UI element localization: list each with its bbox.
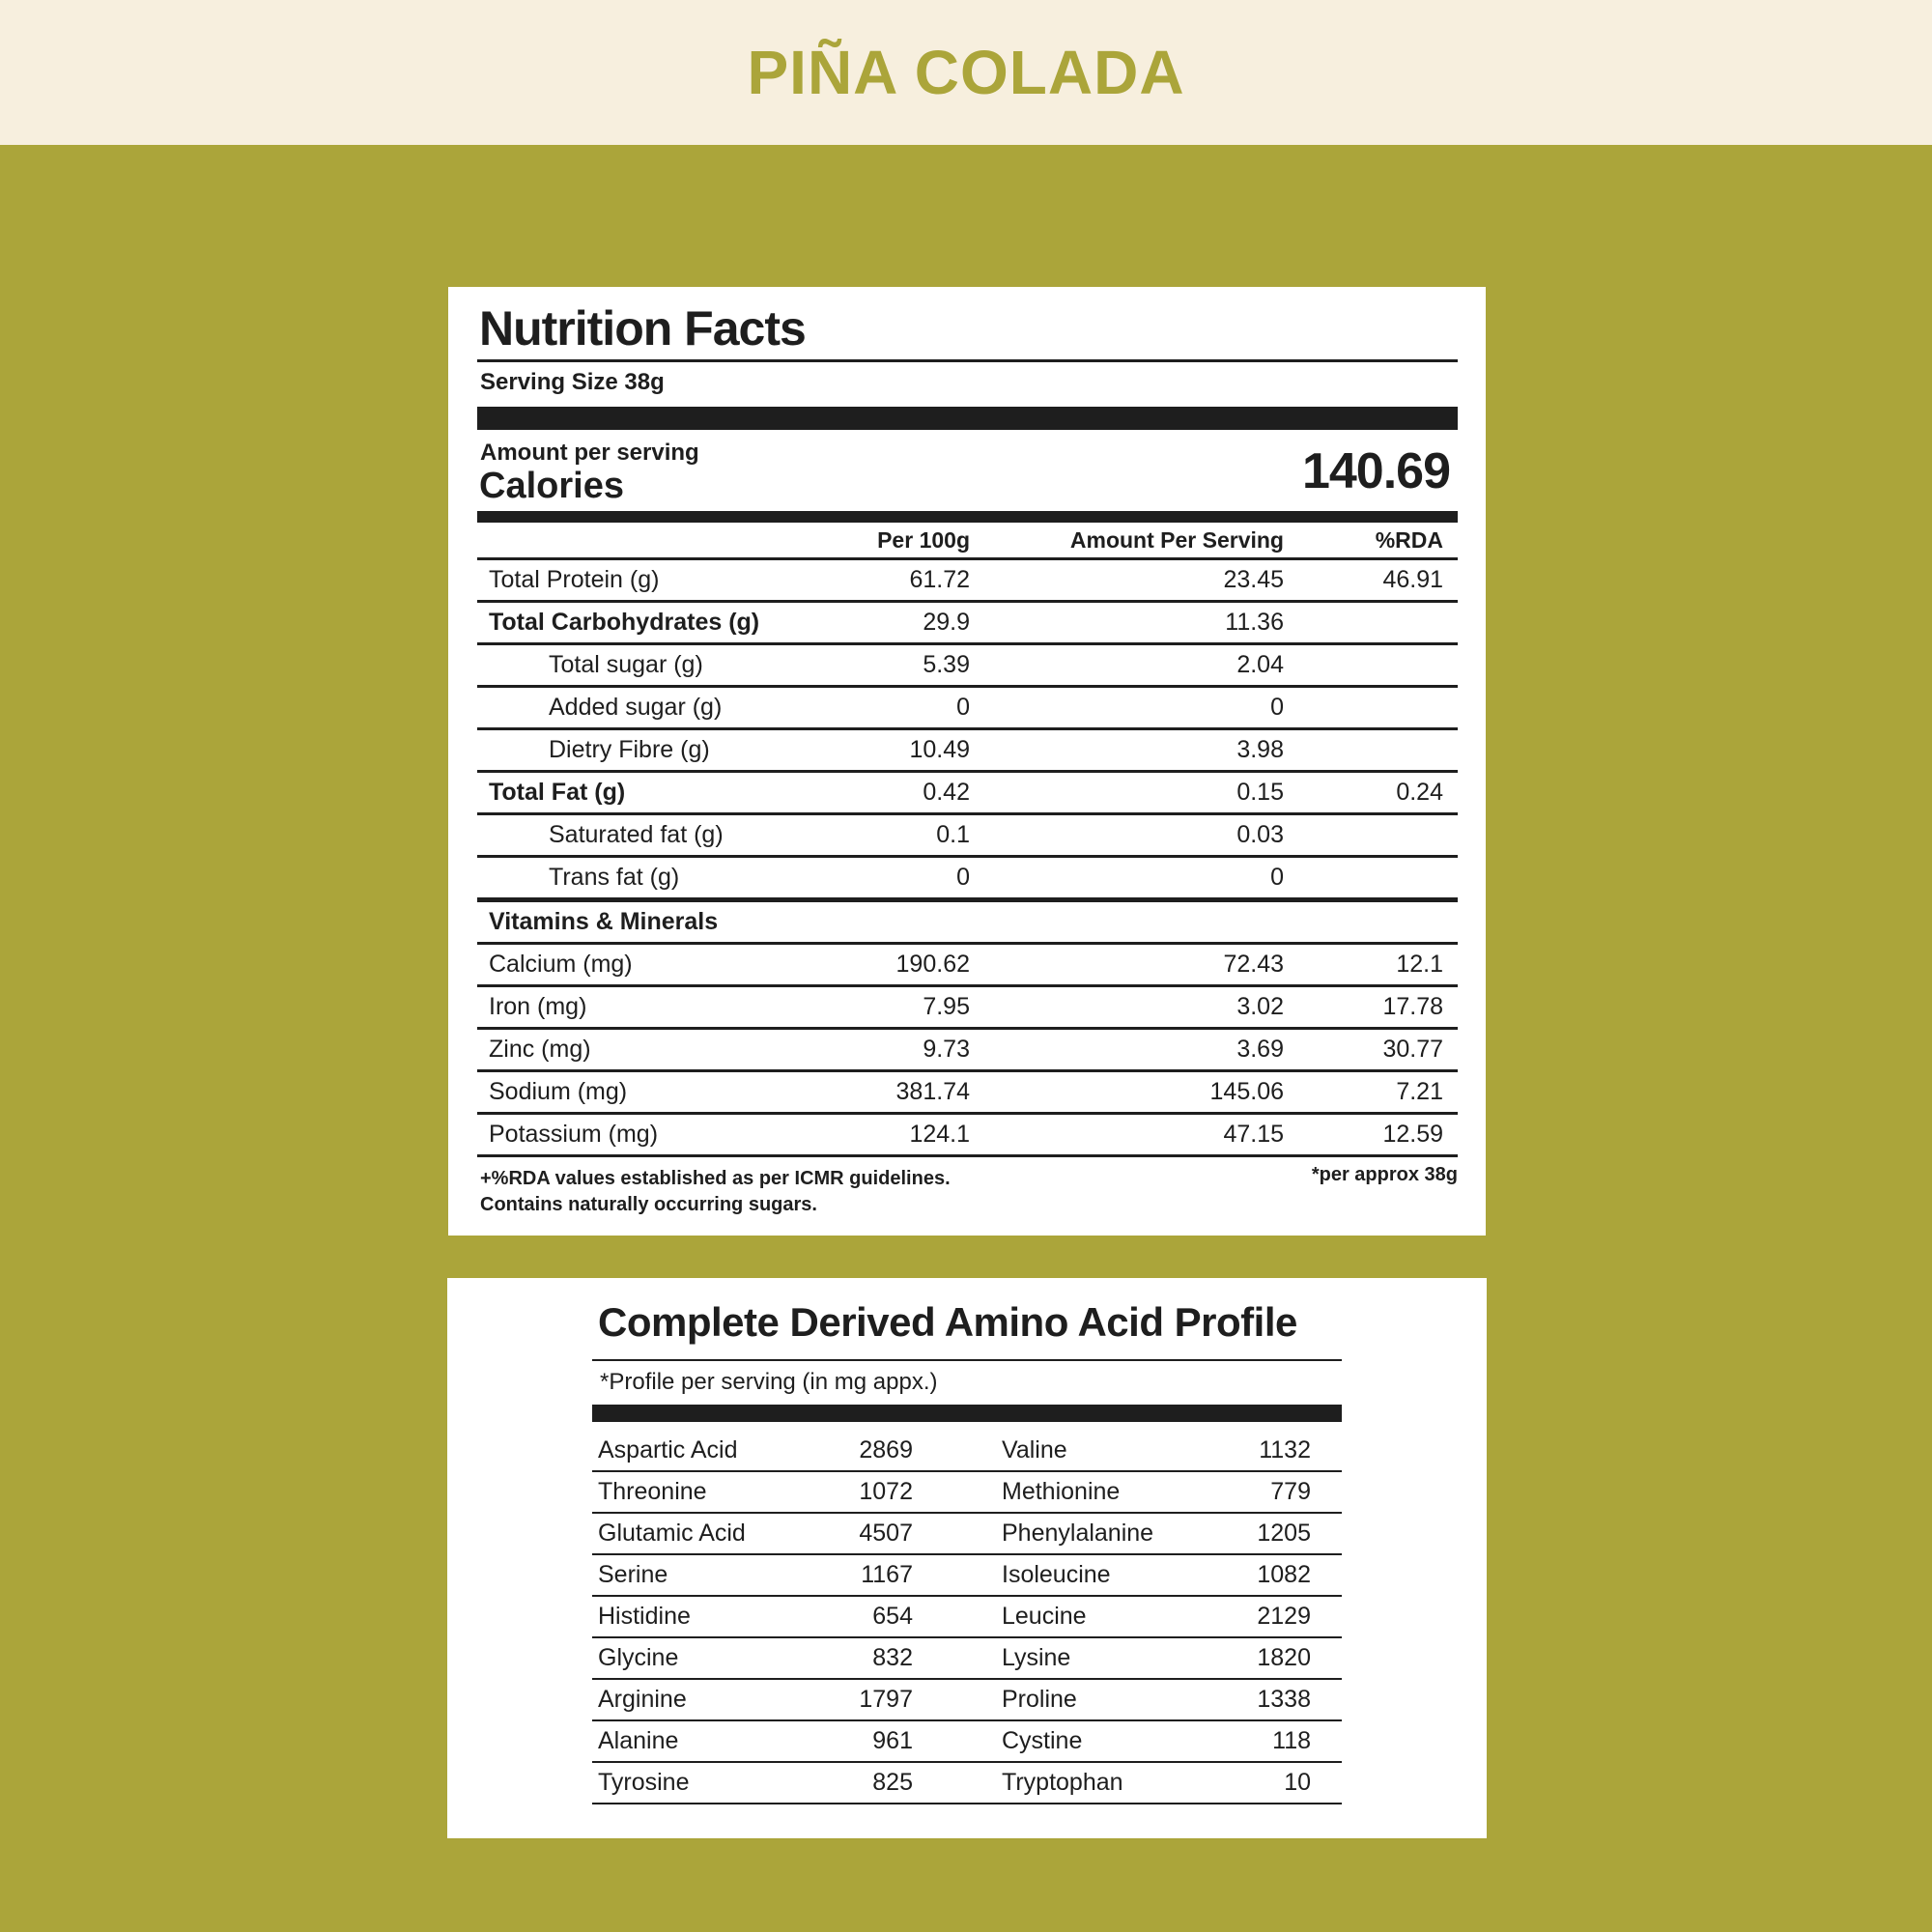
amino-acid-table [592, 1431, 1342, 1804]
nutrient-name: Total Carbohydrates (g) [489, 609, 760, 636]
nutrient-per-100g: 61.72 [909, 566, 970, 593]
nutrient-per-serving: 2.04 [1236, 651, 1284, 678]
amino-acid-value: 2869 [859, 1436, 913, 1463]
nutrient-name: Iron (mg) [489, 993, 587, 1020]
amino-acid-title: Complete Derived Amino Acid Profile [598, 1299, 1297, 1345]
amino-acid-name: Glycine [598, 1644, 679, 1671]
amino-acid-value: 1338 [1257, 1686, 1311, 1713]
amino-acid-panel [447, 1278, 1487, 1838]
amino-acid-row [592, 1638, 1342, 1680]
amino-acid-row [592, 1514, 1342, 1555]
amino-acid-value: 2129 [1257, 1603, 1311, 1630]
amino-acid-row [592, 1555, 1342, 1597]
nutrient-per-serving: 145.06 [1209, 1078, 1284, 1105]
nutrient-name: Dietry Fibre (g) [549, 736, 710, 763]
column-header-per-100g: Per 100g [877, 526, 970, 553]
nutrient-name: Zinc (mg) [489, 1036, 591, 1063]
nutrient-row [477, 815, 1458, 858]
nutrient-name: Total Protein (g) [489, 566, 660, 593]
amino-acid-name: Tryptophan [1002, 1769, 1123, 1796]
nutrient-rda: 7.21 [1396, 1078, 1443, 1105]
amino-acid-value: 1167 [861, 1561, 913, 1588]
nutrient-row [477, 945, 1458, 987]
amino-acid-value: 779 [1270, 1478, 1311, 1505]
nutrient-per-100g: 381.74 [895, 1078, 970, 1105]
nutrient-name: Calcium (mg) [489, 951, 633, 978]
divider-thick [477, 407, 1458, 430]
amino-acid-value: 961 [872, 1727, 913, 1754]
nutrient-name: Total Fat (g) [489, 779, 626, 806]
amino-acid-value: 825 [872, 1769, 913, 1796]
nutrient-rda: 46.91 [1382, 566, 1443, 593]
nutrient-row [477, 645, 1458, 688]
amino-acid-value: 1797 [859, 1686, 913, 1713]
nutrient-per-100g: 9.73 [923, 1036, 970, 1063]
nutrient-per-serving: 47.15 [1223, 1121, 1284, 1148]
amino-acid-name: Valine [1002, 1436, 1067, 1463]
vitamins-minerals-heading: Vitamins & Minerals [489, 908, 719, 935]
nutrition-table-header [477, 523, 1458, 560]
nutrient-name: Trans fat (g) [549, 864, 680, 891]
nutrient-per-100g: 5.39 [923, 651, 970, 678]
amino-acid-name: Tyrosine [598, 1769, 690, 1796]
amino-acid-name: Glutamic Acid [598, 1520, 746, 1547]
nutrient-per-serving: 72.43 [1223, 951, 1284, 978]
nutrient-row [477, 858, 1458, 902]
nutrient-per-serving: 0.15 [1236, 779, 1284, 806]
nutrient-per-serving: 0 [1270, 864, 1284, 891]
nutrient-per-serving: 3.98 [1236, 736, 1284, 763]
divider [477, 359, 1458, 362]
amino-acid-name: Histidine [598, 1603, 691, 1630]
nutrient-rda: 30.77 [1382, 1036, 1443, 1063]
divider [592, 1359, 1342, 1361]
serving-size: Serving Size 38g [480, 369, 665, 395]
nutrient-per-100g: 0 [956, 694, 970, 721]
nutrition-table [477, 523, 1458, 1157]
nutrition-facts-title: Nutrition Facts [479, 301, 806, 355]
nutrient-per-100g: 0.42 [923, 779, 970, 806]
nutrient-per-serving: 11.36 [1225, 609, 1284, 636]
amino-acid-value: 1205 [1257, 1520, 1311, 1547]
nutrient-per-serving: 3.69 [1236, 1036, 1284, 1063]
nutrient-name: Saturated fat (g) [549, 821, 724, 848]
nutrient-rda: 12.59 [1382, 1121, 1443, 1148]
amino-acid-value: 118 [1272, 1727, 1311, 1754]
nutrient-row [477, 987, 1458, 1030]
amino-acid-name: Threonine [598, 1478, 707, 1505]
amino-acid-name: Isoleucine [1002, 1561, 1111, 1588]
amino-acid-row [592, 1763, 1342, 1804]
amino-acid-note: *Profile per serving (in mg appx.) [600, 1369, 938, 1395]
amino-acid-value: 1820 [1257, 1644, 1311, 1671]
amino-acid-value: 654 [872, 1603, 913, 1630]
amino-acid-value: 832 [872, 1644, 913, 1671]
footnote-per-approx: *per approx 38g [1311, 1164, 1458, 1185]
nutrient-row [477, 730, 1458, 773]
page-title: PIÑA COLADA [747, 38, 1185, 107]
nutrient-row [477, 1072, 1458, 1115]
nutrient-per-100g: 0 [956, 864, 970, 891]
amino-acid-row [592, 1721, 1342, 1763]
calories-label: Calories [479, 466, 624, 506]
amino-acid-row [592, 1680, 1342, 1721]
amino-acid-value: 10 [1284, 1769, 1311, 1796]
column-header-per-serving: Amount Per Serving [1069, 526, 1284, 553]
nutrient-row [477, 1115, 1458, 1157]
amino-acid-value: 1132 [1259, 1436, 1311, 1463]
section-heading-row [477, 902, 1458, 945]
nutrient-per-100g: 0.1 [936, 821, 970, 848]
amino-acid-name: Aspartic Acid [598, 1436, 738, 1463]
footnote-rda-guidelines: +%RDA values established as per ICMR guidelines. [480, 1168, 951, 1189]
column-header-rda: %RDA [1375, 526, 1443, 553]
amino-acid-row [592, 1597, 1342, 1638]
amino-acid-row [592, 1431, 1342, 1472]
nutrient-per-100g: 124.1 [909, 1121, 970, 1148]
nutrient-name: Total sugar (g) [549, 651, 703, 678]
nutrient-rda: 17.78 [1382, 993, 1443, 1020]
amino-acid-name: Proline [1002, 1686, 1077, 1713]
nutrient-per-serving: 23.45 [1223, 566, 1284, 593]
amount-per-serving-label: Amount per serving [480, 440, 699, 466]
nutrient-row [477, 773, 1458, 815]
nutrient-row [477, 603, 1458, 645]
divider-calories [477, 511, 1458, 523]
amino-acid-value: 1072 [859, 1478, 913, 1505]
nutrient-per-100g: 190.62 [895, 951, 970, 978]
amino-acid-name: Arginine [598, 1686, 687, 1713]
footnote-natural-sugars: Contains naturally occurring sugars. [480, 1194, 817, 1215]
divider-thick [592, 1405, 1342, 1422]
amino-acid-name: Methionine [1002, 1478, 1121, 1505]
nutrient-row [477, 688, 1458, 730]
nutrient-per-serving: 0 [1270, 694, 1284, 721]
amino-acid-name: Cystine [1002, 1727, 1083, 1754]
nutrient-row [477, 1030, 1458, 1072]
amino-acid-name: Phenylalanine [1002, 1520, 1154, 1547]
header-band [0, 0, 1932, 145]
footnote-left [480, 1166, 951, 1218]
amino-acid-row [592, 1472, 1342, 1514]
amino-acid-value: 1082 [1257, 1561, 1311, 1588]
nutrient-rda: 12.1 [1396, 951, 1443, 978]
nutrient-per-serving: 0.03 [1236, 821, 1284, 848]
nutrient-name: Potassium (mg) [489, 1121, 659, 1148]
amino-acid-name: Alanine [598, 1727, 679, 1754]
nutrient-per-100g: 29.9 [923, 609, 970, 636]
amino-acid-value: 4507 [859, 1520, 913, 1547]
nutrient-per-100g: 7.95 [923, 993, 970, 1020]
nutrition-facts-panel [448, 287, 1486, 1236]
amino-acid-name: Serine [598, 1561, 668, 1588]
nutrient-name: Added sugar (g) [549, 694, 723, 721]
nutrient-rda: 0.24 [1396, 779, 1443, 806]
amino-acid-name: Leucine [1002, 1603, 1087, 1630]
nutrient-name: Sodium (mg) [489, 1078, 628, 1105]
amino-acid-name: Lysine [1002, 1644, 1071, 1671]
calories-value: 140.69 [1301, 443, 1450, 499]
nutrient-per-serving: 3.02 [1236, 993, 1284, 1020]
nutrient-per-100g: 10.49 [909, 736, 970, 763]
nutrient-row [477, 560, 1458, 603]
